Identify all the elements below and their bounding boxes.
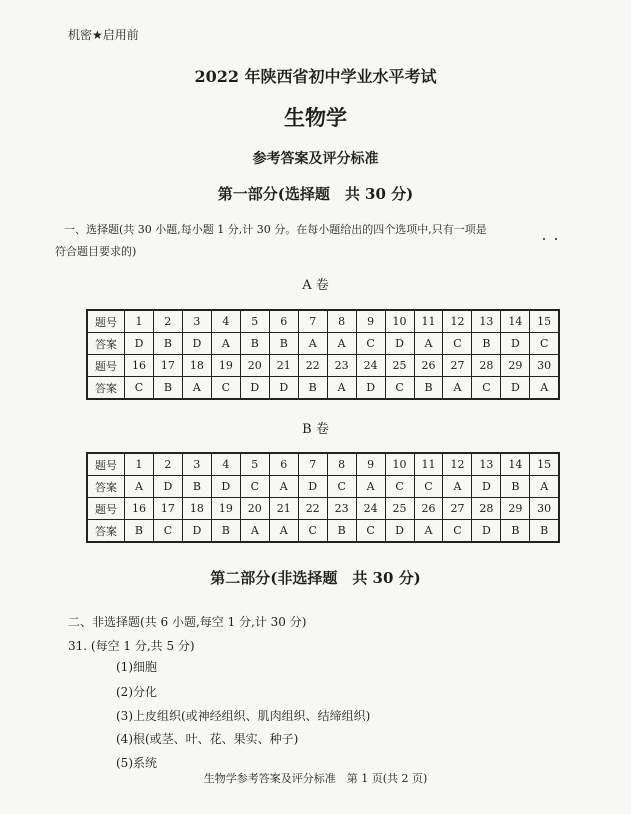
q31-answer-3: (3)上皮组织(或神经组织、肌肉组织、结缔组织) — [116, 709, 371, 723]
table-cell: A — [443, 476, 472, 498]
table-cell: 21 — [269, 498, 298, 520]
table-cell: D — [501, 333, 530, 355]
table-cell: 13 — [472, 453, 501, 476]
table-cell: 20 — [240, 355, 269, 377]
table-cell: C — [385, 377, 414, 400]
table-cell: 29 — [501, 355, 530, 377]
section1-instructions-cont: 符合题目要求的) — [55, 245, 137, 258]
row-header-cell: 题号 — [87, 453, 125, 476]
table-cell: 12 — [443, 453, 472, 476]
table-cell: 30 — [530, 498, 559, 520]
table-cell: 13 — [472, 310, 501, 333]
table-cell: 17 — [153, 498, 182, 520]
table-cell: 24 — [356, 355, 385, 377]
q31-answer-5: (5)系统 — [116, 756, 157, 770]
table-cell: 27 — [443, 498, 472, 520]
table-cell: 8 — [327, 310, 356, 333]
table-cell: D — [125, 333, 154, 355]
table-cell: 4 — [211, 453, 240, 476]
table-cell: A — [211, 333, 240, 355]
table-cell: 8 — [327, 453, 356, 476]
table-cell: D — [182, 520, 211, 543]
table-cell: D — [472, 476, 501, 498]
row-header-cell: 答案 — [87, 377, 125, 400]
table-cell: A — [327, 377, 356, 400]
table-cell: B — [530, 520, 559, 543]
answer-table-b — [86, 452, 560, 543]
table-cell: 6 — [269, 310, 298, 333]
volume-b-label: B 卷 — [302, 422, 329, 437]
table-cell: B — [298, 377, 327, 400]
exam-title: 2022 年陕西省初中学业水平考试 — [194, 67, 437, 86]
confidential-mark: 机密★启用前 — [68, 28, 139, 42]
table-row — [87, 520, 559, 543]
table-cell: 25 — [385, 498, 414, 520]
table-cell: B — [211, 520, 240, 543]
table-cell: 9 — [356, 453, 385, 476]
table-row — [87, 355, 559, 377]
table-cell: C — [443, 333, 472, 355]
table-cell: 22 — [298, 355, 327, 377]
row-header-cell: 题号 — [87, 498, 125, 520]
table-cell: B — [153, 333, 182, 355]
table-cell: 29 — [501, 498, 530, 520]
table-cell: 16 — [125, 498, 154, 520]
table-cell: 19 — [211, 498, 240, 520]
table-cell: B — [472, 333, 501, 355]
table-cell: D — [153, 476, 182, 498]
table-cell: A — [182, 377, 211, 400]
table-cell: 25 — [385, 355, 414, 377]
table-cell: A — [443, 377, 472, 400]
row-header-cell: 答案 — [87, 476, 125, 498]
section1-instructions: 一、选择题(共 30 小题,每小题 1 分,计 30 分。在每小题给出的四个选项中,只有一项是 — [64, 223, 487, 236]
table-cell: D — [385, 333, 414, 355]
table-cell: 16 — [125, 355, 154, 377]
section2-instructions: 二、非选择题(共 6 小题,每空 1 分,计 30 分) — [68, 615, 307, 629]
emphasis-dot — [555, 238, 557, 240]
table-cell: A — [530, 377, 559, 400]
table-cell: 7 — [298, 310, 327, 333]
table-cell: B — [182, 476, 211, 498]
table-cell: C — [298, 520, 327, 543]
table-cell: 10 — [385, 453, 414, 476]
part2-title: 第二部分(非选择题 共 30 分) — [210, 569, 421, 587]
table-cell: C — [211, 377, 240, 400]
table-cell: 4 — [211, 310, 240, 333]
table-cell: C — [356, 520, 385, 543]
answer-key-title: 参考答案及评分标准 — [252, 151, 379, 167]
table-cell: A — [269, 520, 298, 543]
table-cell: C — [356, 333, 385, 355]
table-row — [87, 498, 559, 520]
subject-title: 生物学 — [284, 106, 347, 130]
q31-answer-2: (2)分化 — [116, 685, 157, 699]
table-cell: D — [356, 377, 385, 400]
table-cell: 15 — [530, 453, 559, 476]
table-cell: 1 — [125, 453, 154, 476]
table-cell: 28 — [472, 498, 501, 520]
table-cell: 11 — [414, 310, 443, 333]
table-cell: A — [298, 333, 327, 355]
row-header-cell: 题号 — [87, 310, 125, 333]
table-cell: B — [414, 377, 443, 400]
table-cell: A — [414, 520, 443, 543]
q31-answer-1: (1)细胞 — [116, 660, 157, 674]
table-cell: 21 — [269, 355, 298, 377]
table-cell: D — [298, 476, 327, 498]
table-cell: C — [125, 377, 154, 400]
table-cell: C — [443, 520, 472, 543]
table-cell: A — [327, 333, 356, 355]
table-cell: 10 — [385, 310, 414, 333]
table-cell: 24 — [356, 498, 385, 520]
table-cell: 20 — [240, 498, 269, 520]
q31-answer-4: (4)根(或茎、叶、花、果实、种子) — [116, 732, 299, 746]
table-cell: 5 — [240, 310, 269, 333]
table-cell: 18 — [182, 498, 211, 520]
emphasis-dot — [543, 238, 545, 240]
table-cell: A — [414, 333, 443, 355]
table-cell: 3 — [182, 310, 211, 333]
table-cell: 30 — [530, 355, 559, 377]
table-cell: B — [153, 377, 182, 400]
table-cell: B — [125, 520, 154, 543]
table-cell: 27 — [443, 355, 472, 377]
table-cell: C — [414, 476, 443, 498]
table-cell: A — [269, 476, 298, 498]
table-cell: C — [153, 520, 182, 543]
table-cell: 19 — [211, 355, 240, 377]
table-cell: D — [501, 377, 530, 400]
part1-title: 第一部分(选择题 共 30 分) — [217, 185, 414, 203]
table-cell: B — [501, 476, 530, 498]
table-cell: 23 — [327, 355, 356, 377]
table-cell: 14 — [501, 310, 530, 333]
table-cell: 5 — [240, 453, 269, 476]
table-cell: C — [327, 476, 356, 498]
table-cell: B — [240, 333, 269, 355]
table-cell: B — [501, 520, 530, 543]
row-header-cell: 答案 — [87, 333, 125, 355]
table-cell: 18 — [182, 355, 211, 377]
table-cell: A — [356, 476, 385, 498]
table-cell: 11 — [414, 453, 443, 476]
table-cell: C — [240, 476, 269, 498]
table-cell: 2 — [153, 453, 182, 476]
table-cell: 15 — [530, 310, 559, 333]
table-cell: B — [269, 333, 298, 355]
table-cell: A — [125, 476, 154, 498]
table-row — [87, 310, 559, 333]
page-footer: 生物学参考答案及评分标准 第 1 页(共 2 页) — [203, 772, 428, 785]
table-cell: D — [269, 377, 298, 400]
table-cell: D — [472, 520, 501, 543]
table-cell: D — [240, 377, 269, 400]
table-cell: 7 — [298, 453, 327, 476]
table-cell: 1 — [125, 310, 154, 333]
row-header-cell: 题号 — [87, 355, 125, 377]
table-cell: D — [385, 520, 414, 543]
table-cell: 14 — [501, 453, 530, 476]
table-cell: A — [240, 520, 269, 543]
question-31-header: 31. (每空 1 分,共 5 分) — [68, 639, 195, 653]
table-cell: 9 — [356, 310, 385, 333]
table-cell: B — [327, 520, 356, 543]
table-cell: C — [385, 476, 414, 498]
table-cell: 26 — [414, 498, 443, 520]
table-cell: 12 — [443, 310, 472, 333]
table-row — [87, 453, 559, 476]
table-cell: D — [211, 476, 240, 498]
table-cell: 17 — [153, 355, 182, 377]
table-row — [87, 377, 559, 400]
table-cell: C — [530, 333, 559, 355]
table-cell: 26 — [414, 355, 443, 377]
table-cell: 22 — [298, 498, 327, 520]
row-header-cell: 答案 — [87, 520, 125, 543]
table-cell: 28 — [472, 355, 501, 377]
table-cell: 6 — [269, 453, 298, 476]
table-cell: D — [182, 333, 211, 355]
table-cell: A — [530, 476, 559, 498]
volume-a-label: A 卷 — [302, 278, 329, 293]
table-cell: C — [472, 377, 501, 400]
table-cell: 3 — [182, 453, 211, 476]
answer-table-a — [86, 309, 560, 400]
table-cell: 2 — [153, 310, 182, 333]
table-row — [87, 476, 559, 498]
table-cell: 23 — [327, 498, 356, 520]
table-row — [87, 333, 559, 355]
